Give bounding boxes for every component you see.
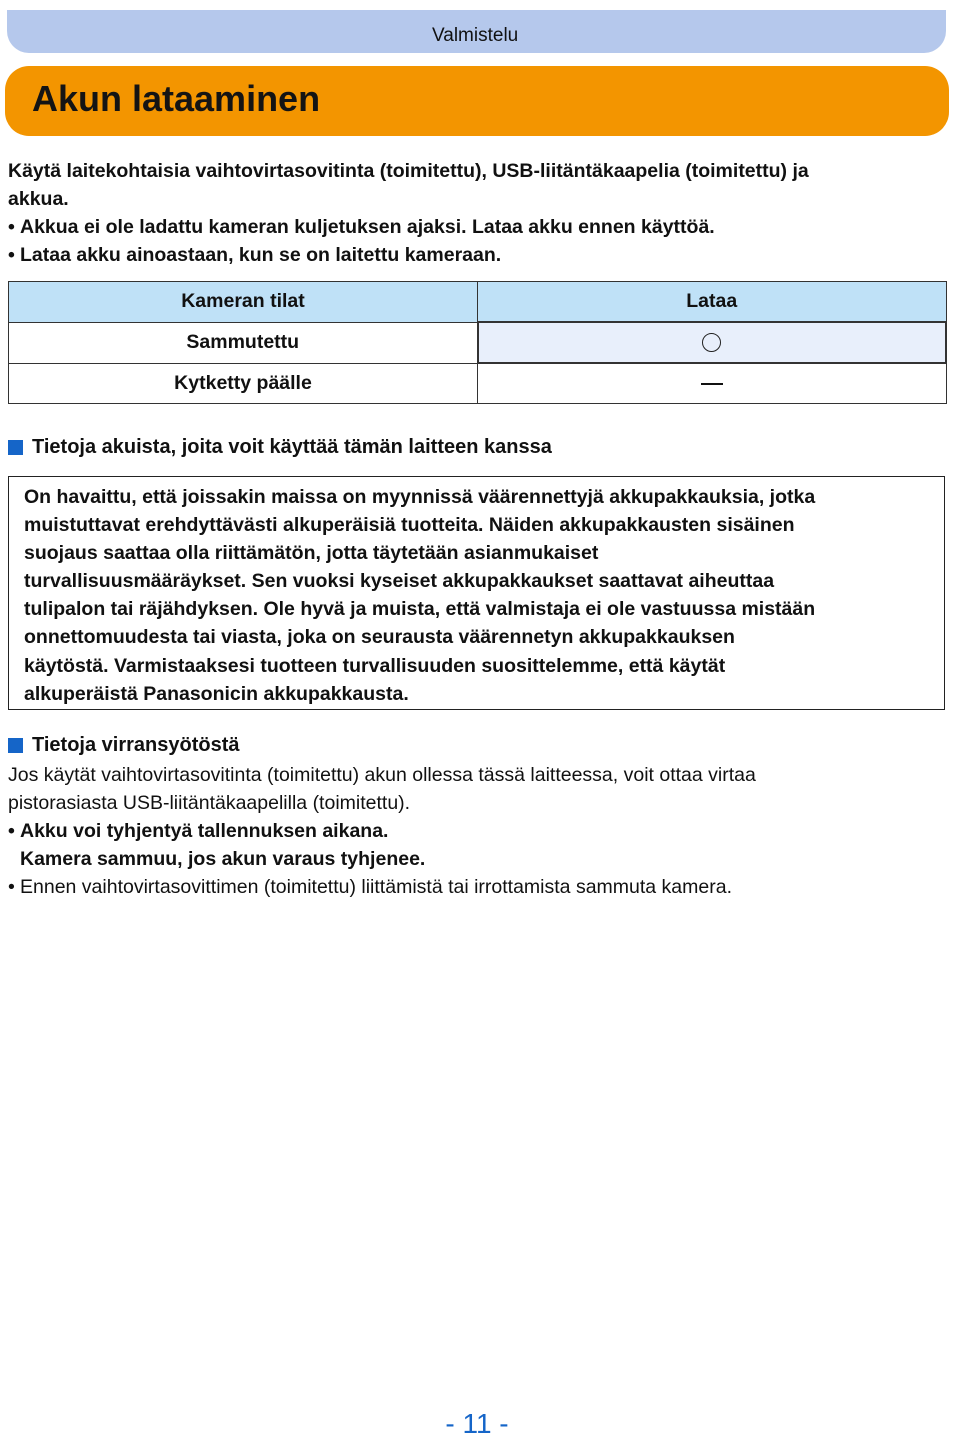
intro-bullet: • Akkua ei ole ladattu kameran kuljetuksen ajaksi. Lataa akku ennen käyttöä. <box>8 213 948 241</box>
warning-line: turvallisuusmääräykset. Sen vuoksi kyseiset akkupakkaukset saattavat aiheuttaa <box>24 570 775 593</box>
charge-cell <box>478 322 947 363</box>
charge-cell <box>478 363 947 404</box>
warning-line: suojaus saattaa olla riittämätön, jotta täytetään asianmukaiset <box>24 542 599 565</box>
power-bullet: • Ennen vaihtovirtasovittimen (toimitettu) liittämistä tai irrottamista sammuta kamera. <box>8 873 948 901</box>
power-paragraph-line: pistorasiasta USB-liitäntäkaapelilla (toimitettu). <box>8 792 411 814</box>
intro-line: akkua. <box>8 188 69 210</box>
intro-text <box>8 157 948 269</box>
table-row <box>9 322 947 363</box>
warning-box <box>8 476 945 710</box>
mode-cell: Kytketty päälle <box>9 363 478 404</box>
warning-line: käytöstä. Varmistaaksesi tuotteen turvallisuuden suosittelemme, että käytät <box>24 654 726 677</box>
bullet-dot: • <box>8 820 15 842</box>
square-bullet-icon <box>8 440 23 455</box>
camera-mode-table <box>8 281 947 404</box>
power-bullet-bold: • Akku voi tyhjentyä tallennuksen aikana. <box>8 817 948 845</box>
warning-line: alkuperäistä Panasonicin akkupakkausta. <box>24 682 409 705</box>
section-heading-batteries: Tietoja akuista, joita voit käyttää tämän laitteen kanssa <box>8 436 552 459</box>
page-number: - 11 - <box>445 1408 509 1439</box>
table-row <box>9 363 947 404</box>
warning-line: muistuttavat erehdyttävästi alkuperäisiä tuotteita. Näiden akkupakkausten sisäinen <box>24 514 795 537</box>
power-info <box>8 761 948 901</box>
square-bullet-icon <box>8 738 23 753</box>
power-bullet-bold-cont: Kamera sammuu, jos akun varaus tyhjenee. <box>20 848 426 870</box>
bullet-dot: • <box>8 876 15 898</box>
warning-line: On havaittu, että joissakin maissa on myynnissä väärennettyjä akkupakkauksia, jotka <box>24 486 816 508</box>
column-header-charge: Lataa <box>478 282 947 323</box>
dash-icon <box>701 383 723 385</box>
column-header-mode: Kameran tilat <box>9 282 478 323</box>
mode-cell: Sammutettu <box>9 322 478 363</box>
page-title: Akun lataaminen <box>32 78 321 119</box>
circle-icon <box>702 333 721 352</box>
warning-line: tulipalon tai räjähdyksen. Ole hyvä ja muista, että valmistaja ei ole vastuussa mistään <box>24 598 816 621</box>
power-paragraph-line: Jos käytät vaihtovirtasovitinta (toimitettu) akun ollessa tässä laitteessa, voit ottaa virtaa <box>8 764 756 786</box>
bullet-dot: • <box>8 244 15 266</box>
table-header-row <box>9 282 947 323</box>
section-label: Valmistelu <box>432 25 519 46</box>
section-heading-power: Tietoja virransyötöstä <box>8 734 239 757</box>
warning-line: onnettomuudesta tai viasta, joka on seurausta väärennetyn akkupakkauksen <box>24 626 735 649</box>
intro-line: Käytä laitekohtaisia vaihtovirtasovitinta (toimitettu), USB-liitäntäkaapelia (toimitettu) ja <box>8 160 809 182</box>
bullet-dot: • <box>8 216 15 238</box>
intro-bullet: • Lataa akku ainoastaan, kun se on laitettu kameraan. <box>8 241 948 269</box>
